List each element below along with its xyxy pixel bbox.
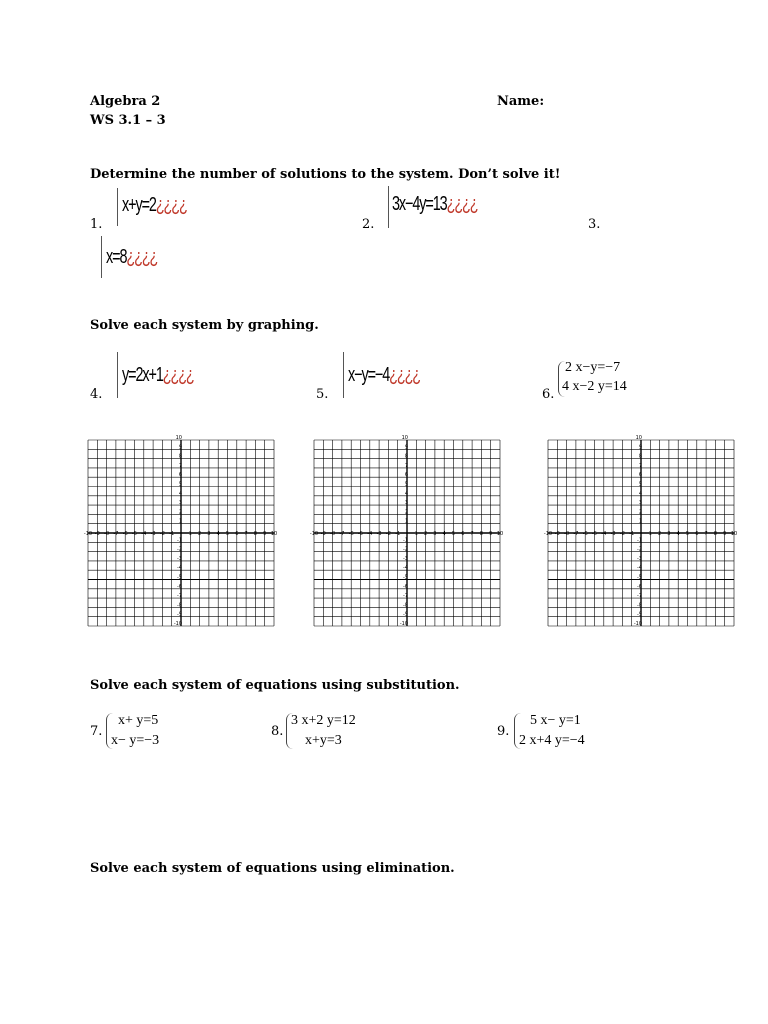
coordinate-grid-4[interactable]	[80, 432, 282, 634]
problem-1-bracket-top	[117, 188, 118, 226]
x-tick-label: 4	[442, 531, 446, 537]
y-tick-label: -4	[177, 565, 182, 572]
y-tick-label: 2	[638, 509, 642, 516]
x-tick-label: -2	[385, 531, 391, 537]
problem-9-number: 9.	[497, 724, 510, 739]
x-tick-label: 3	[433, 531, 437, 537]
problem-6-equation-1: 2 x−y=−7	[565, 360, 621, 375]
coordinate-grid-5[interactable]	[306, 432, 508, 634]
problem-8-number: 8.	[271, 724, 284, 739]
y-tick-label: 9	[404, 444, 408, 451]
y-tick-label: 7	[404, 462, 408, 469]
y-tick-label: -6	[637, 583, 642, 590]
y-tick-label: -6	[403, 583, 408, 590]
y-tick-label: 10	[401, 435, 408, 441]
x-tick-label: 1	[648, 531, 652, 537]
y-tick-label: -9	[177, 611, 182, 618]
x-tick-label: -6	[582, 531, 588, 537]
problem-8-equation-2: x+y=3	[305, 733, 342, 748]
y-tick-label: 4	[178, 490, 182, 497]
x-tick-label: 2	[424, 531, 428, 537]
x-tick-label: 2	[198, 531, 202, 537]
section-heading-graphing: Solve each system by graphing.	[90, 318, 319, 333]
y-tick-label: 4	[638, 490, 642, 497]
y-tick-label: 6	[178, 472, 182, 479]
problem-2-bracket	[388, 186, 389, 228]
y-tick-label: -3	[177, 555, 182, 562]
x-tick-label: -7	[573, 531, 579, 537]
y-tick-label: -7	[637, 593, 642, 600]
problem-5-equation: x−y=−4¿¿¿¿	[348, 364, 421, 386]
x-tick-label: 6	[235, 531, 239, 537]
y-tick-label: -4	[637, 565, 642, 572]
y-tick-label: -1	[403, 537, 408, 544]
y-tick-label: -2	[177, 546, 182, 553]
x-tick-label: 4	[676, 531, 680, 537]
y-tick-label: 10	[635, 435, 642, 441]
y-tick-label: -10	[633, 621, 642, 627]
x-tick-label: 3	[667, 531, 671, 537]
y-tick-label: -1	[177, 537, 182, 544]
x-tick-label: -4	[601, 531, 607, 537]
x-tick-label: 1	[414, 531, 418, 537]
x-tick-label: -5	[358, 531, 363, 537]
x-tick-label: 3	[207, 531, 211, 537]
problem-6-equation-2: 4 x−2 y=14	[562, 379, 627, 394]
x-tick-label: 9	[263, 531, 267, 537]
y-tick-label: -8	[403, 602, 408, 609]
y-tick-label: -9	[637, 611, 642, 618]
coordinate-grid-6[interactable]	[540, 432, 742, 634]
x-tick-label: 6	[695, 531, 699, 537]
x-tick-label: -9	[554, 531, 560, 537]
y-tick-label: -3	[403, 555, 408, 562]
y-tick-label: -3	[637, 555, 642, 562]
y-tick-label: 10	[175, 435, 182, 441]
y-tick-label: -4	[403, 565, 408, 572]
x-tick-label: -8	[330, 531, 336, 537]
section-heading-elimination: Solve each system of equations using elimination.	[90, 861, 455, 876]
problem-2-equation: 3x−4y=13¿¿¿¿	[392, 193, 478, 215]
x-tick-label: -7	[113, 531, 119, 537]
y-tick-label: 8	[404, 453, 408, 460]
x-tick-label: -1	[629, 531, 635, 537]
x-tick-label: -6	[348, 531, 354, 537]
y-tick-label: -9	[403, 611, 408, 618]
problem-7-equation-1: x+ y=5	[118, 713, 159, 728]
y-tick-label: 1	[404, 518, 408, 525]
y-tick-label: -8	[637, 602, 642, 609]
x-tick-label: 9	[489, 531, 493, 537]
problem-4-bracket	[117, 352, 118, 398]
y-tick-label: 2	[404, 509, 408, 516]
y-tick-label: 5	[178, 481, 182, 488]
y-tick-label: -5	[403, 574, 408, 581]
problem-1-number: 1.	[90, 217, 103, 232]
x-tick-label: 8	[479, 531, 483, 537]
x-tick-label: 5	[225, 531, 230, 537]
problem-1-bracket-bottom	[101, 236, 102, 278]
y-tick-label: -7	[403, 593, 408, 600]
y-tick-label: 8	[178, 453, 182, 460]
y-tick-label: -1	[637, 537, 642, 544]
y-tick-label: 1	[638, 518, 642, 525]
y-tick-label: 9	[638, 444, 642, 451]
x-tick-label: -1	[395, 531, 401, 537]
x-tick-label: 7	[704, 531, 708, 537]
y-tick-label: 7	[638, 462, 642, 469]
x-tick-label: -1	[169, 531, 175, 537]
x-tick-label: 2	[658, 531, 662, 537]
y-tick-label: -2	[637, 546, 642, 553]
section-heading-substitution: Solve each system of equations using substitution.	[90, 678, 460, 693]
y-tick-label: 5	[638, 481, 642, 488]
y-tick-label: 1	[178, 518, 182, 525]
x-tick-label: 9	[723, 531, 727, 537]
y-tick-label: -8	[177, 602, 182, 609]
problem-4-equation: y=2x+1¿¿¿¿	[122, 364, 194, 386]
x-tick-label: -8	[104, 531, 110, 537]
x-tick-label: -4	[141, 531, 147, 537]
problem-1-equation-2: x=8¿¿¿¿	[106, 246, 158, 268]
x-tick-label: 10	[730, 531, 738, 537]
y-tick-label: 5	[404, 481, 408, 488]
x-tick-label: -3	[376, 531, 382, 537]
x-tick-label: 1	[188, 531, 192, 537]
x-tick-label: -3	[610, 531, 616, 537]
problem-3-number: 3.	[588, 217, 601, 232]
y-tick-label: 3	[404, 500, 408, 507]
x-tick-label: -8	[564, 531, 570, 537]
y-tick-label: 3	[178, 500, 182, 507]
x-tick-label: -10	[543, 531, 553, 537]
x-tick-label: -5	[132, 531, 137, 537]
worksheet-id: WS 3.1 – 3	[90, 113, 166, 128]
course-title: Algebra 2	[90, 94, 161, 109]
x-tick-label: 4	[216, 531, 220, 537]
x-tick-label: -9	[320, 531, 326, 537]
y-tick-label: 9	[178, 444, 182, 451]
x-tick-label: -3	[150, 531, 156, 537]
x-tick-label: -5	[592, 531, 597, 537]
y-tick-label: 4	[404, 490, 408, 497]
x-tick-label: 5	[451, 531, 456, 537]
x-tick-label: -7	[339, 531, 345, 537]
x-tick-label: -9	[94, 531, 100, 537]
x-tick-label: -6	[122, 531, 128, 537]
x-tick-label: -2	[619, 531, 625, 537]
x-tick-label: -10	[309, 531, 319, 537]
x-tick-label: -2	[159, 531, 165, 537]
problem-9-equation-2: 2 x+4 y=−4	[519, 733, 585, 748]
x-tick-label: 10	[270, 531, 278, 537]
problem-8-equation-1: 3 x+2 y=12	[291, 713, 356, 728]
x-tick-label: -10	[83, 531, 93, 537]
problem-2-number: 2.	[362, 217, 375, 232]
problem-5-number: 5.	[316, 387, 329, 402]
x-tick-label: 10	[496, 531, 504, 537]
problem-5-bracket	[343, 352, 344, 398]
y-tick-label: -5	[177, 574, 182, 581]
x-tick-label: 6	[461, 531, 465, 537]
x-tick-label: 8	[253, 531, 257, 537]
problem-6-number: 6.	[542, 387, 555, 402]
problem-4-number: 4.	[90, 387, 103, 402]
y-tick-label: -6	[177, 583, 182, 590]
problem-1-equation-1: x+y=2¿¿¿¿	[122, 194, 187, 216]
y-tick-label: 7	[178, 462, 182, 469]
x-tick-label: 7	[244, 531, 248, 537]
y-tick-label: -2	[403, 546, 408, 553]
problem-7-equation-2: x− y=−3	[111, 733, 160, 748]
y-tick-label: 2	[178, 509, 182, 516]
y-tick-label: 6	[404, 472, 408, 479]
name-label: Name:	[497, 94, 545, 109]
problem-9-equation-1: 5 x− y=1	[530, 713, 581, 728]
y-tick-label: -10	[399, 621, 408, 627]
y-tick-label: 6	[638, 472, 642, 479]
y-tick-label: -10	[173, 621, 182, 627]
x-tick-label: -4	[367, 531, 373, 537]
x-tick-label: 5	[685, 531, 690, 537]
x-tick-label: 7	[470, 531, 474, 537]
y-tick-label: -5	[637, 574, 642, 581]
y-tick-label: 8	[638, 453, 642, 460]
x-tick-label: 8	[713, 531, 717, 537]
problem-7-number: 7.	[90, 724, 103, 739]
y-tick-label: -7	[177, 593, 182, 600]
y-tick-label: 3	[638, 500, 642, 507]
section-heading-solutions: Determine the number of solutions to the system. Don’t solve it!	[90, 167, 561, 182]
